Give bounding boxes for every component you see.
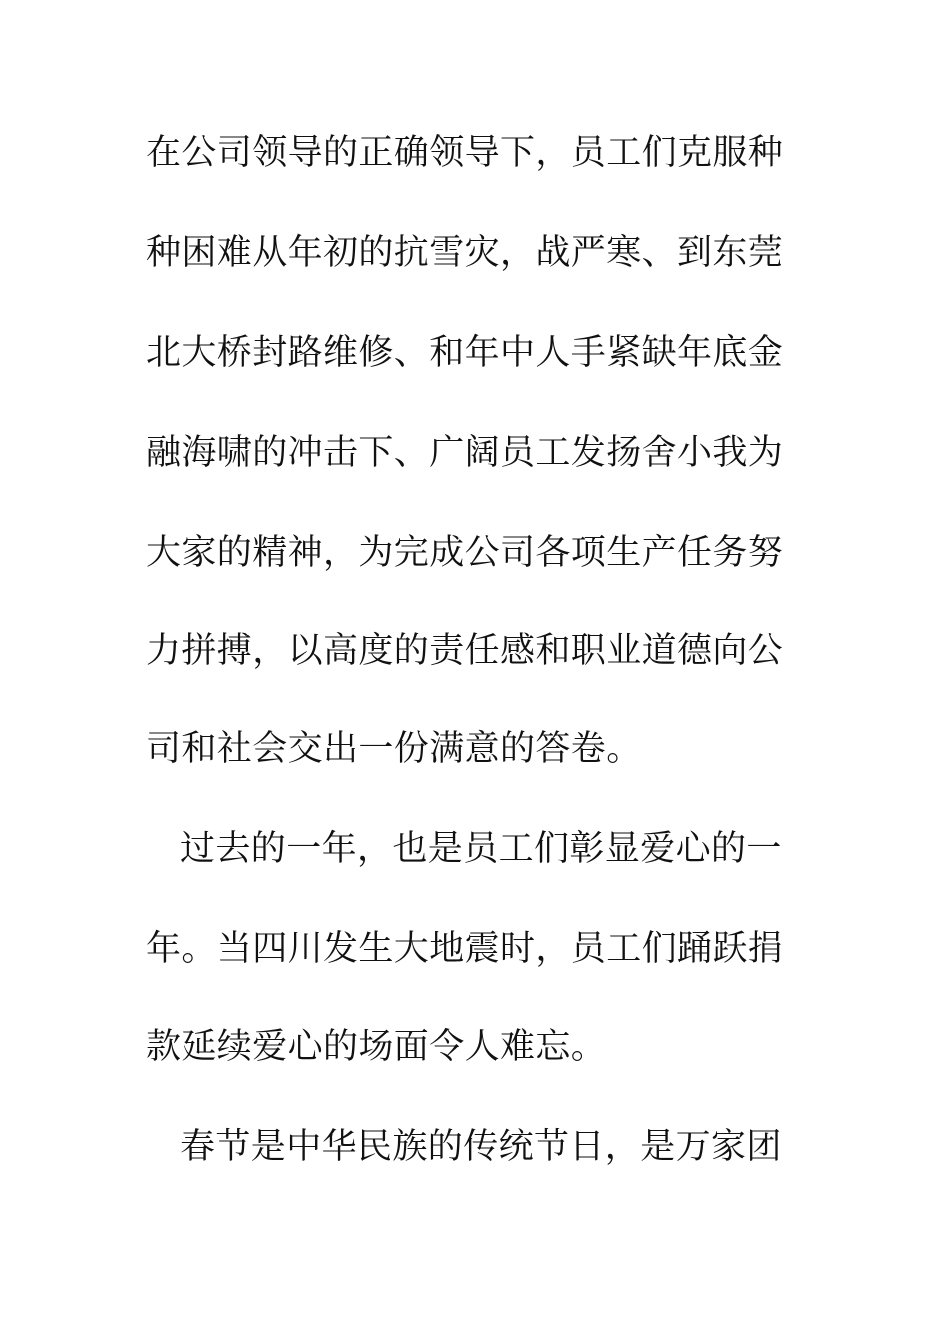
paragraph-line: 力拼搏，以高度的责任感和职业道德向公 xyxy=(146,631,784,671)
paragraph-line: 北大桥封路维修、和年中人手紧缺年底金 xyxy=(146,333,784,373)
paragraph-line: 大家的精神，为完成公司各项生产任务努 xyxy=(146,533,784,573)
paragraph-line: 年。当四川发生大地震时，员工们踊跃捐 xyxy=(146,929,784,969)
paragraph-line: 融海啸的冲击下、广阔员工发扬舍小我为 xyxy=(146,433,784,473)
paragraph-line: 种困难从年初的抗雪灾，战严寒、到东莞 xyxy=(146,233,784,273)
paragraph-line: 司和社会交出一份满意的答卷。 xyxy=(146,729,642,769)
paragraph-line: 过去的一年，也是员工们彰显爱心的一 xyxy=(180,829,782,869)
paragraph-line: 在公司领导的正确领导下，员工们克服种 xyxy=(146,133,784,173)
paragraph-line: 款延续爱心的场面令人难忘。 xyxy=(146,1027,607,1067)
paragraph-line: 春节是中华民族的传统节日，是万家团 xyxy=(180,1127,782,1167)
